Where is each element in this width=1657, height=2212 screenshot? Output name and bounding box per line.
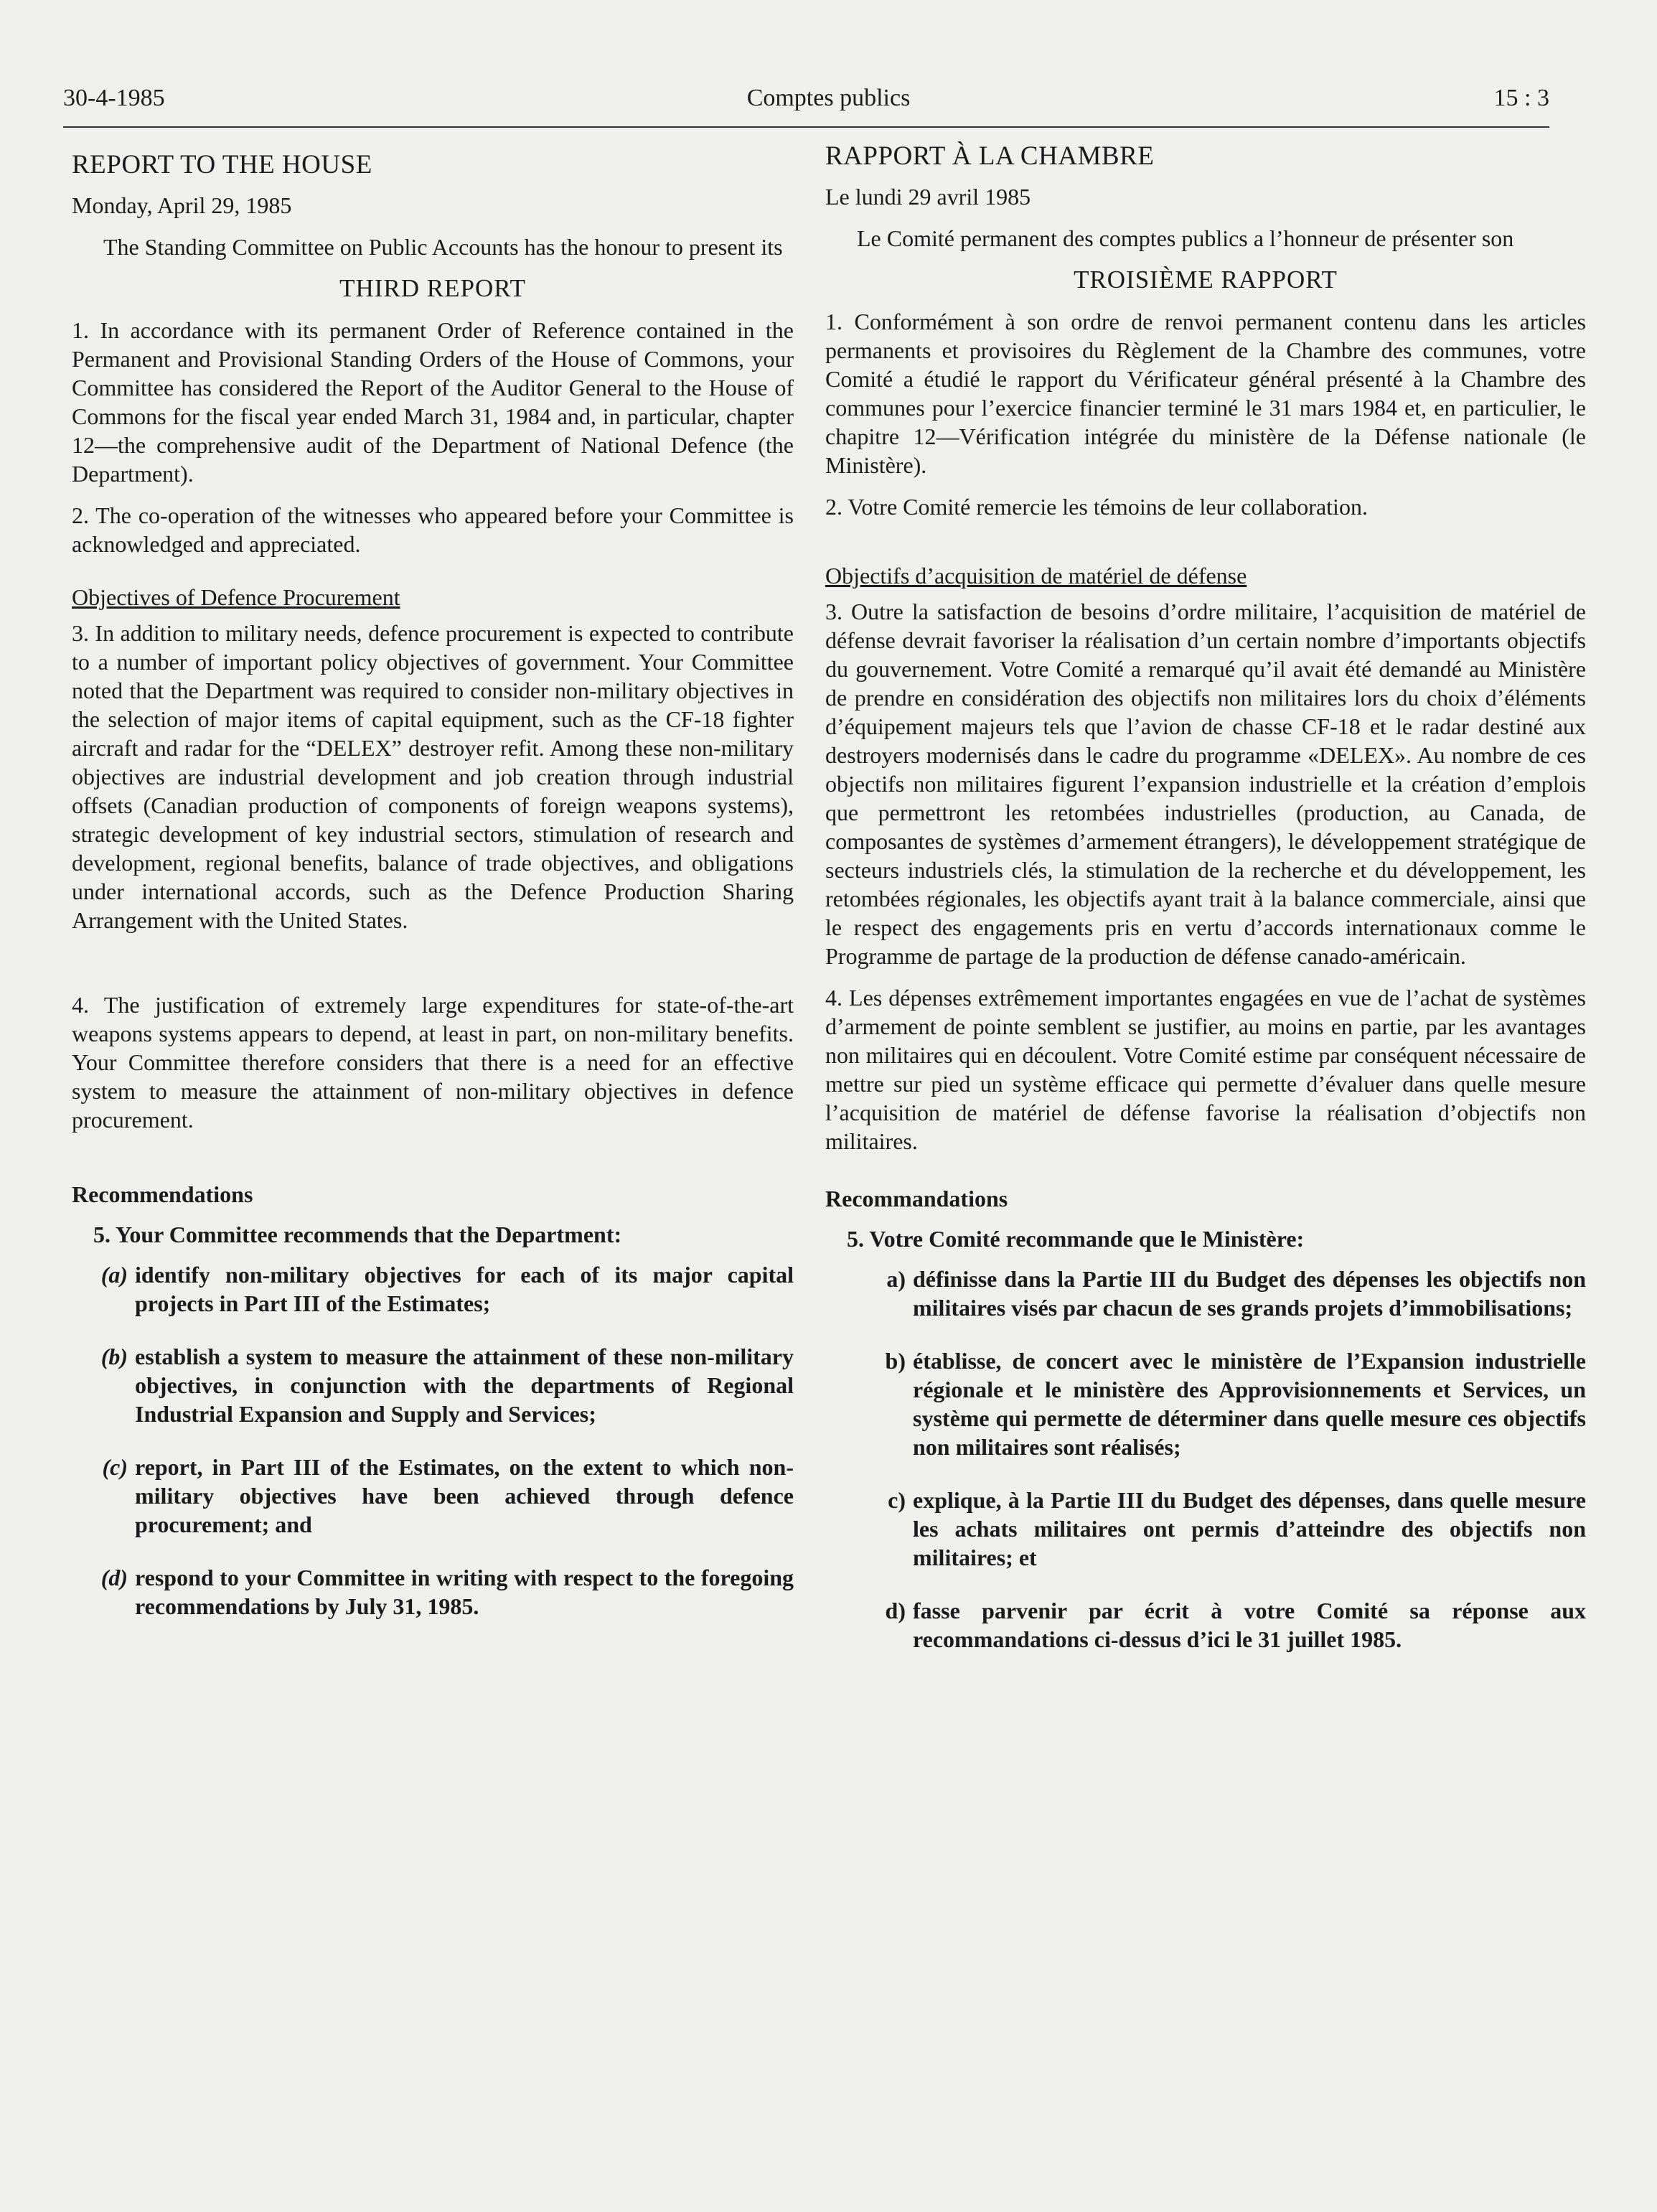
recommendation-text: report, in Part III of the Estimates, on the extent to which non-military objectives have been achieved through defence procurement; and	[135, 1454, 794, 1537]
report-title: RAPPORT À LA CHAMBRE	[825, 141, 1155, 171]
paragraph-4: 4. The justification of extremely large expenditures for state-of-the-art weapons systems appears to depend, at least in part, on non-military benefits. Your Committee therefore considers that there is a need for an effective system to measure the attainment of non-military objectives in defence procurement.	[72, 992, 794, 1133]
recommendation-item	[72, 1260, 794, 1318]
recommendation-text: explique, à la Partie III du Budget des dépenses, dans quelle mesure les achats militaires ont permis d’atteindre des objectifs non militaires; et	[913, 1487, 1586, 1570]
recommendations-intro: 5. Your Committee recommends that the Department:	[93, 1222, 622, 1247]
report-title: REPORT TO THE HOUSE	[72, 150, 372, 179]
recommendation-text: establish a system to measure the attainment of these non-military objectives, in conjunction with the departments of Regional Industrial Expansion and Supply and Services;	[135, 1344, 794, 1427]
report-number-heading: TROISIÈME RAPPORT	[1074, 266, 1338, 294]
recommendation-item	[825, 1596, 1586, 1654]
section-heading: Objectives of Defence Procurement	[72, 584, 400, 610]
section-heading: Objectifs d’acquisition de matériel de défense	[825, 563, 1247, 589]
recommendation-text: établisse, de concert avec le ministère de l’Expansion industrielle régionale et le ministère des Approvisionnements et Services, un système qui permette de déterminer dans quelle mesure ces objectifs non militaires sont réalisés;	[913, 1348, 1586, 1460]
recommendations-intro: 5. Votre Comité recommande que le Ministère:	[847, 1226, 1305, 1252]
recommendation-label: (b)	[100, 1344, 128, 1369]
recommendation-label: (d)	[100, 1565, 128, 1590]
header-title: Comptes publics	[746, 85, 911, 111]
recommendation-label: a)	[886, 1266, 906, 1292]
recommendation-text: respond to your Committee in writing with respect to the foregoing recommendations by July 31, 1985.	[135, 1565, 794, 1619]
paragraph-1: 1. In accordance with its permanent Order of Reference contained in the Permanent and Provisional Standing Orders of the House of Commons, your Committee has considered the Report of the Auditor General to the House of Commons for the fiscal year ended March 31, 1984 and, in particular, chapter 12—the comprehensive audit of the Department of National Defence (the Department).	[72, 317, 794, 487]
recommendations-heading: Recommendations	[72, 1181, 253, 1207]
recommendation-label: b)	[885, 1348, 906, 1374]
recommendation-label: (c)	[102, 1454, 128, 1480]
paragraph-2: 2. Votre Comité remercie les témoins de leur collaboration.	[825, 494, 1368, 520]
paragraph-4: 4. Les dépenses extrêmement importantes engagées en vue de l’achat de systèmes d’armement de pointe semblent se justifier, au moins en partie, par les avantages non militaires qui en découlent. Votre Comité estime par conséquent nécessaire de mettre sur pied un système efficace qui permette d’évaluer dans quelle mesure l’acquisition de matériel de défense favorise la réalisation d’objectifs non militaires.	[825, 985, 1586, 1154]
report-date: Monday, April 29, 1985	[72, 192, 292, 218]
paragraph-3: 3. In addition to military needs, defence procurement is expected to contribute to a number of important policy objectives of government. Your Committee noted that the Department was required to consider non-military objectives in the selection of major items of capital equipment, such as the CF-18 fighter aircraft and radar for the “DELEX” destroyer refit. Among these non-military objectives are industrial development and job creation through industrial offsets (Canadian production of components of foreign weapons systems), strategic development of key industrial sectors, stimulation of research and development, regional benefits, balance of trade objectives, and obligations under international accords, such as the Defence Production Sharing Arrangement with the United States.	[72, 620, 794, 933]
intro-paragraph: Le Comité permanent des comptes publics a l’honneur de présenter son	[857, 225, 1514, 251]
report-number-heading: THIRD REPORT	[339, 274, 526, 302]
recommendation-item	[72, 1342, 794, 1428]
report-date: Le lundi 29 avril 1985	[825, 184, 1031, 210]
recommendations-heading: Recommandations	[825, 1186, 1008, 1212]
recommendation-text: identify non-military objectives for each of its major capital projects in Part III of the Estimates;	[135, 1262, 794, 1316]
recommendation-label: c)	[888, 1487, 906, 1513]
paragraph-1: 1. Conformément à son ordre de renvoi permanent contenu dans les articles permanents et provisoires du Règlement de la Chambre des communes, votre Comité a étudié le rapport du Vérificateur général présenté à la Chambre des communes pour l’exercice financier terminé le 31 mars 1984 et, en particulier, le chapitre 12—Vérification intégrée du ministère de la Défense nationale (le Ministère).	[825, 309, 1586, 478]
recommendation-item	[72, 1563, 794, 1621]
recommendation-text: fasse parvenir par écrit à votre Comité sa réponse aux recommandations ci-dessus d’ici le 31 juillet 1985.	[913, 1598, 1586, 1652]
recommendation-label: (a)	[100, 1262, 128, 1288]
paragraph-2: 2. The co-operation of the witnesses who appeared before your Committee is acknowledged and appreciated.	[72, 502, 794, 557]
recommendation-item	[825, 1486, 1586, 1572]
recommendation-item	[825, 1265, 1586, 1322]
recommendation-text: définisse dans la Partie III du Budget des dépenses les objectifs non militaires visés par chacun de ses grands projets d’immobilisations;	[913, 1266, 1586, 1321]
paragraph-3: 3. Outre la satisfaction de besoins d’ordre militaire, l’acquisition de matériel de défense devrait favoriser la réalisation d’un certain nombre d’importants objectifs du gouvernement. Votre Comité a remarqué qu’il avait été demandé au Ministère de prendre en considération des objectifs non militaires lors du choix d’éléments d’équipement majeurs tels que l’avion de chasse CF-18 et le radar destiné aux destroyers modernisés dans le cadre du programme «DELEX». Au nombre de ces objectifs non militaires figurent l’expansion industrielle et la création d’emplois que permettront les retombées industrielles (production, au Canada, de composantes de systèmes d’armement étrangers), le développement stratégique de secteurs industriels clés, la stimulation de la recherche et du développement, les retombées régionales, les objectifs ayant trait à la balance commerciale, ainsi que le respect des engagements pris en vertu d’accords internationaux comme le Programme de partage de la production de défense canado-américain.	[825, 599, 1586, 969]
intro-paragraph: The Standing Committee on Public Accounts has the honour to present its	[103, 234, 783, 260]
recommendation-item	[825, 1346, 1586, 1461]
recommendation-item	[72, 1453, 794, 1539]
recommendation-label: d)	[885, 1598, 906, 1623]
header-date: 30-4-1985	[63, 85, 165, 111]
english-column	[72, 151, 794, 1645]
header-page-number: 15 : 3	[1493, 85, 1549, 111]
header-rule	[63, 126, 1549, 128]
french-column	[825, 142, 1586, 1678]
